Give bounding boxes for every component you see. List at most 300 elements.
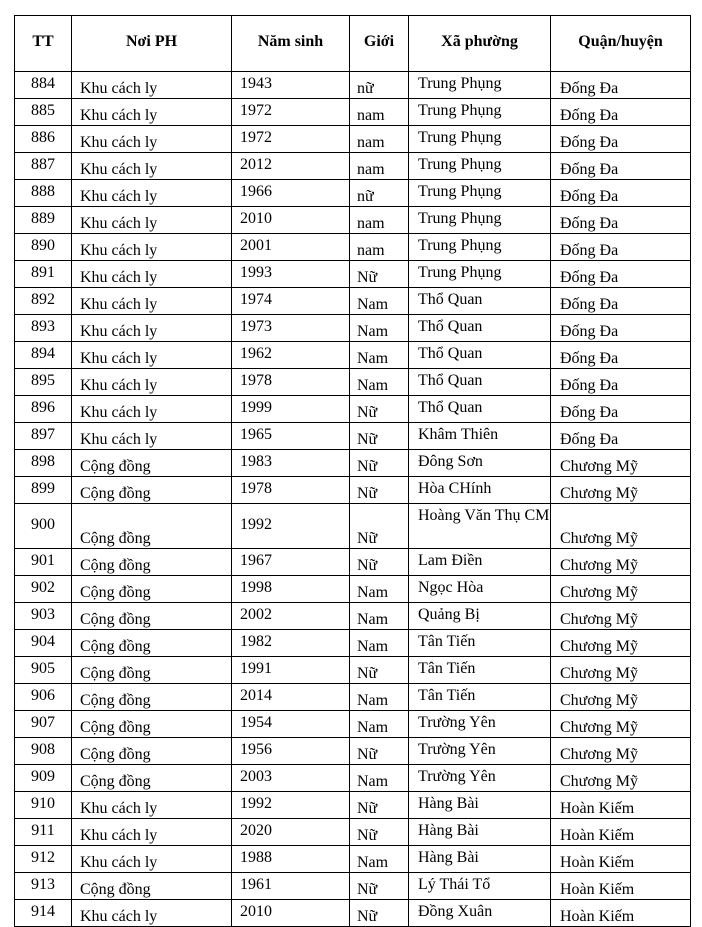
cell-gioi-value: Nam	[357, 377, 389, 394]
cell-quan-huyen-value: Đống Đa	[560, 215, 619, 232]
cell-nam-sinh-value: 1972	[240, 102, 272, 119]
cell-xa-phuong	[409, 72, 551, 99]
cell-nam-sinh-value: 1956	[240, 741, 272, 758]
cell-xa-phuong	[409, 792, 551, 819]
cell-nam-sinh	[232, 684, 350, 711]
cell-tt	[15, 873, 72, 900]
cell-quan-huyen	[551, 153, 691, 180]
cell-noi-ph-value: Cộng đồng	[80, 692, 151, 709]
cell-xa-phuong-value: Trung Phụng	[418, 129, 502, 146]
cell-gioi	[350, 630, 409, 657]
cell-noi-ph	[72, 603, 232, 630]
cell-tt-value: 903	[31, 606, 55, 623]
cell-xa-phuong	[409, 657, 551, 684]
table-row	[15, 711, 691, 738]
cell-noi-ph	[72, 234, 232, 261]
cell-gioi-value: Nam	[357, 350, 389, 367]
cell-noi-ph	[72, 180, 232, 207]
cell-gioi-value: nam	[357, 107, 385, 124]
cell-xa-phuong	[409, 504, 551, 549]
cell-gioi	[350, 126, 409, 153]
cell-gioi	[350, 711, 409, 738]
cell-tt-value: 900	[31, 516, 55, 533]
cell-tt-value: 907	[31, 714, 55, 731]
cell-xa-phuong	[409, 369, 551, 396]
cell-nam-sinh-value: 2010	[240, 903, 272, 920]
cell-tt-value: 890	[31, 237, 55, 254]
cell-gioi	[350, 576, 409, 603]
cell-quan-huyen-value: Chương Mỹ	[560, 746, 639, 763]
table-row	[15, 288, 691, 315]
cell-tt-value: 902	[31, 579, 55, 596]
cell-xa-phuong-value: Thổ Quan	[418, 291, 483, 308]
case-records-table	[14, 15, 691, 927]
cell-nam-sinh-value: 1943	[240, 75, 272, 92]
cell-quan-huyen	[551, 288, 691, 315]
cell-noi-ph	[72, 873, 232, 900]
cell-nam-sinh-value: 1962	[240, 345, 272, 362]
cell-tt	[15, 288, 72, 315]
cell-gioi	[350, 873, 409, 900]
table-row	[15, 153, 691, 180]
cell-quan-huyen	[551, 315, 691, 342]
cell-xa-phuong	[409, 99, 551, 126]
cell-nam-sinh	[232, 450, 350, 477]
cell-noi-ph	[72, 765, 232, 792]
cell-quan-huyen	[551, 711, 691, 738]
cell-noi-ph-value: Khu cách ly	[80, 188, 158, 205]
cell-noi-ph-value: Khu cách ly	[80, 800, 158, 817]
cell-xa-phuong	[409, 315, 551, 342]
cell-tt	[15, 603, 72, 630]
cell-gioi	[350, 396, 409, 423]
cell-xa-phuong-value: Tân Tiến	[418, 687, 476, 704]
cell-tt	[15, 477, 72, 504]
cell-quan-huyen-value: Đống Đa	[560, 350, 619, 367]
cell-gioi	[350, 72, 409, 99]
cell-quan-huyen	[551, 900, 691, 927]
cell-quan-huyen-value: Đống Đa	[560, 134, 619, 151]
cell-quan-huyen-value: Đống Đa	[560, 404, 619, 421]
cell-noi-ph	[72, 369, 232, 396]
cell-tt-value: 908	[31, 741, 55, 758]
cell-noi-ph	[72, 126, 232, 153]
cell-noi-ph	[72, 396, 232, 423]
table-row	[15, 342, 691, 369]
cell-quan-huyen-value: Chương Mỹ	[560, 530, 639, 547]
cell-noi-ph-value: Cộng đồng	[80, 665, 151, 682]
cell-noi-ph	[72, 207, 232, 234]
cell-tt-value: 912	[31, 849, 55, 866]
table-row	[15, 576, 691, 603]
cell-noi-ph-value: Cộng đồng	[80, 611, 151, 628]
cell-xa-phuong-value: Tân Tiến	[418, 660, 476, 677]
cell-tt	[15, 900, 72, 927]
cell-gioi	[350, 207, 409, 234]
table-row	[15, 234, 691, 261]
cell-tt	[15, 549, 72, 576]
cell-noi-ph-value: Cộng đồng	[80, 773, 151, 790]
cell-tt-value: 887	[31, 156, 55, 173]
cell-quan-huyen	[551, 549, 691, 576]
cell-quan-huyen	[551, 819, 691, 846]
cell-quan-huyen	[551, 369, 691, 396]
cell-gioi	[350, 846, 409, 873]
cell-quan-huyen	[551, 630, 691, 657]
cell-tt-value: 905	[31, 660, 55, 677]
cell-xa-phuong	[409, 234, 551, 261]
cell-gioi	[350, 684, 409, 711]
cell-gioi-value: nam	[357, 134, 385, 151]
cell-noi-ph	[72, 846, 232, 873]
table-row	[15, 261, 691, 288]
cell-noi-ph-value: Khu cách ly	[80, 431, 158, 448]
cell-xa-phuong	[409, 450, 551, 477]
cell-noi-ph-value: Khu cách ly	[80, 350, 158, 367]
table-header	[15, 16, 691, 72]
cell-quan-huyen-value: Đống Đa	[560, 377, 619, 394]
cell-xa-phuong	[409, 261, 551, 288]
cell-xa-phuong-value: Trường Yên	[418, 768, 496, 785]
cell-nam-sinh	[232, 711, 350, 738]
cell-gioi-value: Nữ	[357, 746, 378, 763]
cell-quan-huyen-value: Hoàn Kiếm	[560, 854, 635, 871]
cell-xa-phuong	[409, 477, 551, 504]
cell-noi-ph	[72, 504, 232, 549]
cell-noi-ph	[72, 261, 232, 288]
cell-tt-value: 911	[31, 822, 55, 839]
cell-xa-phuong	[409, 711, 551, 738]
cell-nam-sinh	[232, 576, 350, 603]
cell-tt	[15, 72, 72, 99]
cell-noi-ph	[72, 684, 232, 711]
cell-nam-sinh-value: 1983	[240, 453, 272, 470]
table-row	[15, 504, 691, 549]
cell-xa-phuong	[409, 630, 551, 657]
cell-tt	[15, 450, 72, 477]
cell-noi-ph	[72, 711, 232, 738]
cell-tt	[15, 657, 72, 684]
cell-nam-sinh-value: 1988	[240, 849, 272, 866]
cell-xa-phuong-value: Hàng Bài	[418, 822, 479, 839]
cell-noi-ph-value: Khu cách ly	[80, 908, 158, 925]
cell-gioi	[350, 504, 409, 549]
cell-gioi-value: nam	[357, 161, 385, 178]
cell-tt-value: 913	[31, 876, 55, 893]
cell-gioi-value: Nữ	[357, 485, 378, 502]
cell-xa-phuong	[409, 153, 551, 180]
cell-nam-sinh	[232, 72, 350, 99]
header-tt: TT	[15, 16, 72, 72]
table-row	[15, 369, 691, 396]
cell-noi-ph-value: Cộng đồng	[80, 458, 151, 475]
table-row	[15, 684, 691, 711]
cell-tt	[15, 684, 72, 711]
cell-nam-sinh	[232, 603, 350, 630]
cell-quan-huyen	[551, 684, 691, 711]
table-row	[15, 549, 691, 576]
cell-nam-sinh-value: 2001	[240, 237, 272, 254]
cell-tt	[15, 738, 72, 765]
cell-gioi-value: Nam	[357, 719, 389, 736]
cell-xa-phuong-value: Hòa CHính	[418, 480, 492, 497]
cell-quan-huyen-value: Đống Đa	[560, 242, 619, 259]
cell-tt	[15, 261, 72, 288]
cell-gioi	[350, 180, 409, 207]
cell-quan-huyen-value: Đống Đa	[560, 188, 619, 205]
cell-xa-phuong-value: Trung Phụng	[418, 75, 502, 92]
cell-gioi	[350, 657, 409, 684]
cell-xa-phuong	[409, 765, 551, 792]
cell-xa-phuong-value: Thổ Quan	[418, 345, 483, 362]
cell-xa-phuong	[409, 396, 551, 423]
cell-quan-huyen-value: Hoàn Kiếm	[560, 800, 635, 817]
cell-quan-huyen	[551, 99, 691, 126]
cell-quan-huyen	[551, 657, 691, 684]
cell-quan-huyen	[551, 342, 691, 369]
cell-noi-ph-value: Khu cách ly	[80, 161, 158, 178]
cell-quan-huyen-value: Chương Mỹ	[560, 665, 639, 682]
cell-nam-sinh	[232, 792, 350, 819]
cell-gioi	[350, 288, 409, 315]
cell-xa-phuong	[409, 342, 551, 369]
cell-tt	[15, 819, 72, 846]
header-quan-huyen: Quận/huyện	[551, 16, 691, 72]
table-row	[15, 819, 691, 846]
cell-gioi-value: nam	[357, 215, 385, 232]
cell-noi-ph	[72, 99, 232, 126]
table-row	[15, 792, 691, 819]
cell-quan-huyen-value: Đống Đa	[560, 80, 619, 97]
cell-nam-sinh	[232, 423, 350, 450]
cell-gioi	[350, 477, 409, 504]
cell-nam-sinh-value: 1965	[240, 426, 272, 443]
cell-quan-huyen-value: Chương Mỹ	[560, 458, 639, 475]
cell-gioi-value: nữ	[357, 80, 374, 97]
cell-nam-sinh-value: 1973	[240, 318, 272, 335]
cell-nam-sinh	[232, 657, 350, 684]
header-row	[15, 16, 691, 72]
cell-quan-huyen	[551, 765, 691, 792]
cell-xa-phuong-value: Trung Phụng	[418, 210, 502, 227]
cell-noi-ph	[72, 450, 232, 477]
cell-xa-phuong-value: Hàng Bài	[418, 849, 479, 866]
cell-nam-sinh-value: 2014	[240, 687, 272, 704]
table-row	[15, 738, 691, 765]
cell-noi-ph-value: Cộng đồng	[80, 638, 151, 655]
cell-noi-ph-value: Cộng đồng	[80, 881, 151, 898]
cell-xa-phuong	[409, 819, 551, 846]
cell-tt-value: 909	[31, 768, 55, 785]
cell-noi-ph	[72, 423, 232, 450]
cell-gioi	[350, 261, 409, 288]
cell-noi-ph-value: Khu cách ly	[80, 377, 158, 394]
cell-tt-value: 888	[31, 183, 55, 200]
cell-xa-phuong	[409, 846, 551, 873]
cell-quan-huyen-value: Chương Mỹ	[560, 638, 639, 655]
cell-xa-phuong-value: Ngọc Hòa	[418, 579, 484, 596]
cell-nam-sinh-value: 1982	[240, 633, 272, 650]
cell-nam-sinh-value: 1992	[240, 795, 272, 812]
cell-tt-value: 892	[31, 291, 55, 308]
cell-quan-huyen-value: Hoàn Kiếm	[560, 908, 635, 925]
cell-tt	[15, 396, 72, 423]
cell-quan-huyen-value: Chương Mỹ	[560, 719, 639, 736]
cell-xa-phuong-value: Trung Phụng	[418, 264, 502, 281]
cell-tt	[15, 153, 72, 180]
cell-nam-sinh-value: 1954	[240, 714, 272, 731]
header-xa-phuong: Xã phường	[409, 16, 551, 72]
cell-noi-ph-value: Khu cách ly	[80, 323, 158, 340]
cell-tt-value: 884	[31, 75, 55, 92]
cell-noi-ph	[72, 738, 232, 765]
cell-nam-sinh-value: 2010	[240, 210, 272, 227]
table-row	[15, 765, 691, 792]
cell-tt	[15, 126, 72, 153]
cell-gioi-value: Nam	[357, 692, 389, 709]
cell-nam-sinh	[232, 234, 350, 261]
cell-quan-huyen	[551, 207, 691, 234]
cell-noi-ph-value: Khu cách ly	[80, 827, 158, 844]
cell-noi-ph-value: Khu cách ly	[80, 215, 158, 232]
cell-tt-value: 896	[31, 399, 55, 416]
cell-noi-ph	[72, 657, 232, 684]
cell-gioi	[350, 549, 409, 576]
cell-gioi	[350, 900, 409, 927]
cell-xa-phuong-value: Trung Phụng	[418, 183, 502, 200]
cell-gioi-value: Nam	[357, 323, 389, 340]
cell-xa-phuong-value: Trung Phụng	[418, 237, 502, 254]
cell-nam-sinh-value: 1998	[240, 579, 272, 596]
cell-nam-sinh-value: 2003	[240, 768, 272, 785]
cell-tt	[15, 576, 72, 603]
cell-nam-sinh	[232, 396, 350, 423]
table-body	[15, 72, 691, 927]
cell-nam-sinh	[232, 153, 350, 180]
cell-tt-value: 893	[31, 318, 55, 335]
cell-xa-phuong-value: Thổ Quan	[418, 399, 483, 416]
cell-gioi-value: Nữ	[357, 908, 378, 925]
cell-noi-ph-value: Cộng đồng	[80, 719, 151, 736]
table-row	[15, 873, 691, 900]
cell-gioi-value: Nữ	[357, 404, 378, 421]
cell-gioi-value: Nam	[357, 773, 389, 790]
cell-tt-value: 895	[31, 372, 55, 389]
cell-quan-huyen	[551, 450, 691, 477]
cell-xa-phuong	[409, 873, 551, 900]
cell-noi-ph-value: Khu cách ly	[80, 269, 158, 286]
cell-tt-value: 914	[31, 903, 55, 920]
table-row	[15, 630, 691, 657]
cell-nam-sinh-value: 2012	[240, 156, 272, 173]
cell-quan-huyen-value: Chương Mỹ	[560, 773, 639, 790]
cell-quan-huyen-value: Hoàn Kiếm	[560, 827, 635, 844]
cell-gioi	[350, 450, 409, 477]
cell-quan-huyen	[551, 396, 691, 423]
cell-quan-huyen	[551, 603, 691, 630]
table-row	[15, 450, 691, 477]
table-row	[15, 900, 691, 927]
table-row	[15, 396, 691, 423]
cell-xa-phuong	[409, 549, 551, 576]
cell-tt	[15, 180, 72, 207]
cell-noi-ph	[72, 72, 232, 99]
table-row	[15, 72, 691, 99]
cell-tt-value: 885	[31, 102, 55, 119]
cell-xa-phuong-value: Trường Yên	[418, 741, 496, 758]
cell-gioi	[350, 765, 409, 792]
header-gioi: Giới	[350, 16, 409, 72]
table-row	[15, 99, 691, 126]
cell-noi-ph	[72, 153, 232, 180]
cell-quan-huyen-value: Đống Đa	[560, 431, 619, 448]
cell-tt	[15, 630, 72, 657]
cell-xa-phuong-value: Đông Sơn	[418, 453, 483, 470]
cell-noi-ph-value: Cộng đồng	[80, 530, 151, 547]
cell-gioi	[350, 342, 409, 369]
cell-quan-huyen	[551, 792, 691, 819]
cell-noi-ph	[72, 576, 232, 603]
cell-tt-value: 906	[31, 687, 55, 704]
cell-tt-value: 898	[31, 453, 55, 470]
cell-nam-sinh-value: 1999	[240, 399, 272, 416]
table-row	[15, 315, 691, 342]
cell-gioi	[350, 153, 409, 180]
cell-quan-huyen-value: Đống Đa	[560, 107, 619, 124]
cell-quan-huyen-value: Chương Mỹ	[560, 557, 639, 574]
cell-tt-value: 886	[31, 129, 55, 146]
cell-nam-sinh	[232, 477, 350, 504]
cell-xa-phuong-value: Hoàng Văn Thụ CM	[418, 507, 550, 524]
cell-xa-phuong-value: Hàng Bài	[418, 795, 479, 812]
cell-xa-phuong-value: Tân Tiến	[418, 633, 476, 650]
cell-gioi	[350, 792, 409, 819]
cell-noi-ph-value: Cộng đồng	[80, 746, 151, 763]
cell-noi-ph	[72, 342, 232, 369]
cell-noi-ph	[72, 792, 232, 819]
cell-quan-huyen	[551, 72, 691, 99]
cell-quan-huyen-value: Hoàn Kiếm	[560, 881, 635, 898]
cell-quan-huyen-value: Đống Đa	[560, 269, 619, 286]
cell-nam-sinh-value: 2002	[240, 606, 272, 623]
cell-nam-sinh-value: 1992	[240, 516, 272, 533]
cell-nam-sinh	[232, 504, 350, 549]
cell-gioi	[350, 423, 409, 450]
cell-nam-sinh	[232, 819, 350, 846]
cell-xa-phuong	[409, 126, 551, 153]
cell-quan-huyen	[551, 576, 691, 603]
cell-noi-ph	[72, 477, 232, 504]
cell-xa-phuong	[409, 423, 551, 450]
cell-nam-sinh-value: 1966	[240, 183, 272, 200]
cell-quan-huyen	[551, 846, 691, 873]
cell-tt-value: 894	[31, 345, 55, 362]
cell-tt	[15, 423, 72, 450]
table-row	[15, 846, 691, 873]
cell-gioi-value: Nữ	[357, 269, 378, 286]
cell-tt-value: 904	[31, 633, 55, 650]
cell-tt	[15, 342, 72, 369]
cell-tt	[15, 99, 72, 126]
cell-xa-phuong-value: Đồng Xuân	[418, 903, 493, 920]
table-row	[15, 657, 691, 684]
cell-nam-sinh	[232, 342, 350, 369]
cell-tt	[15, 234, 72, 261]
cell-gioi-value: Nữ	[357, 800, 378, 817]
cell-quan-huyen-value: Đống Đa	[560, 296, 619, 313]
table-row	[15, 603, 691, 630]
cell-xa-phuong-value: Trung Phụng	[418, 102, 502, 119]
